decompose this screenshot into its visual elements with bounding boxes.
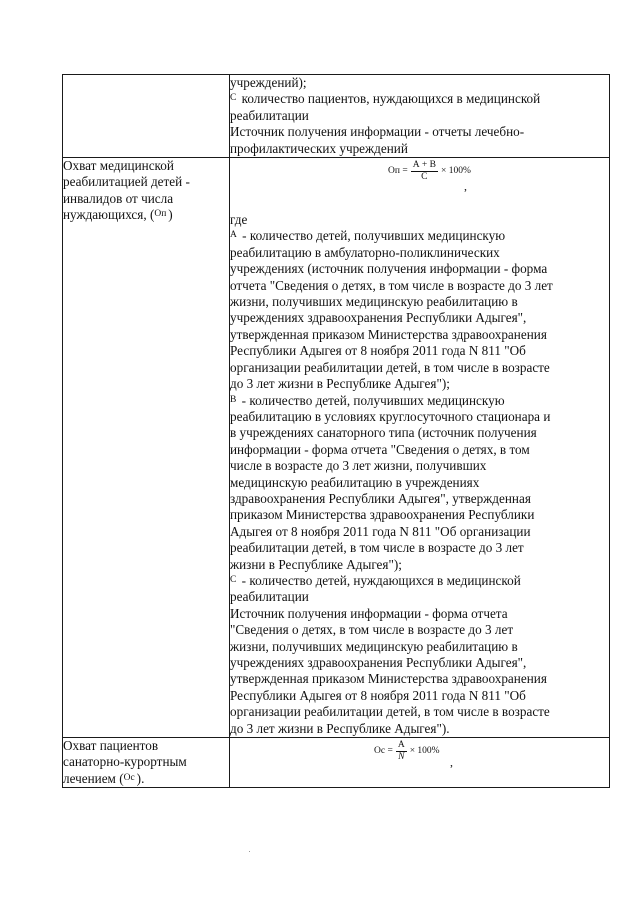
row1-label-cell xyxy=(63,75,230,158)
variable-c: С xyxy=(230,574,237,585)
text-line: реабилитацию в условиях круглосуточного стационара и xyxy=(230,408,551,424)
source-line: жизни, получивших медицинскую реабилитацию в xyxy=(230,638,518,654)
text-line: учреждениях (источник получения информации - форма xyxy=(230,261,548,277)
text-line: Адыгея от 8 ноября 2011 года N 811 "Об организации xyxy=(230,523,531,539)
indicator-label-line: Охват пациентов xyxy=(63,738,159,754)
row3-label-cell xyxy=(63,738,230,788)
variable-a: А xyxy=(230,230,237,241)
text-line: до 3 лет жизни в Республике Адыгея"); xyxy=(230,376,450,392)
text-line: реабилитации xyxy=(230,589,309,605)
indicator-label-close: ) xyxy=(168,207,173,223)
text-line: числе в возрасте до 3 лет жизни, получивших xyxy=(230,458,487,474)
text-line: жизни, получивших медицинскую реабилитацию в xyxy=(230,294,518,310)
text-line: здравоохранения Республики Адыгея", утвержденная xyxy=(230,490,531,506)
text-line: учреждений); xyxy=(230,75,307,90)
text-line: Республики Адыгея от 8 ноября 2011 года N 811 "Об xyxy=(230,343,526,359)
formula-fraction xyxy=(396,740,407,763)
formula-numerator: А xyxy=(397,740,405,751)
source-line: "Сведения о детях, в том числе в возрасте до 3 лет xyxy=(230,622,514,638)
row2-description-cell xyxy=(230,158,610,738)
variable-c: С xyxy=(230,93,237,104)
text-line: в учреждениях санаторного типа (источник получения xyxy=(230,425,537,441)
source-line: учреждениях здравоохранения Республики Адыгея", xyxy=(230,655,527,670)
indicator-label-line: инвалидов от числа xyxy=(63,190,174,206)
variable-b: В xyxy=(230,394,237,405)
where-label: где xyxy=(230,212,248,228)
text-line: реабилитации xyxy=(230,107,309,123)
text-line: - количество детей, нуждающихся в медицинской xyxy=(241,572,521,588)
text-line: утвержденная приказом Министерства здравоохранения xyxy=(230,326,547,342)
scan-speck xyxy=(249,851,250,852)
indicator-label-line: нуждающихся, ( xyxy=(63,207,155,223)
text-line: реабилитацию в амбулаторно-поликлинических xyxy=(230,244,500,260)
indicator-label-line: лечением ( xyxy=(63,770,124,786)
text-line: информации - форма отчета "Сведения о детях, в том xyxy=(230,441,530,457)
indicators-table xyxy=(62,74,610,788)
formula-comma: , xyxy=(464,179,467,194)
indicator-label-line: Охват медицинской xyxy=(63,158,174,174)
row1-description-cell xyxy=(230,75,610,158)
formula-oc xyxy=(230,738,609,774)
text-line: приказом Министерства здравоохранения Республики xyxy=(230,507,535,523)
text-line: - количество детей, получивших медицинскую xyxy=(241,392,505,408)
formula-multiplier: × 100% xyxy=(409,746,440,757)
text-line: Источник получения информации - отчеты лечебно- xyxy=(230,124,525,140)
text-line: медицинскую реабилитацию в учреждениях xyxy=(230,474,480,490)
source-line: Источник получения информации - форма отчета xyxy=(230,605,508,621)
indicator-label-close: ). xyxy=(136,770,145,786)
text-line: профилактических учреждений xyxy=(230,140,408,156)
text-line: - количество детей, получивших медицинскую xyxy=(242,228,506,244)
table-row xyxy=(63,738,610,788)
row2-label-cell xyxy=(63,158,230,738)
indicator-label-line: санаторно-курортным xyxy=(63,754,187,770)
row3-description-cell xyxy=(230,738,610,788)
formula-lhs: Ос = xyxy=(374,746,393,757)
source-line: Республики Адыгея от 8 ноября 2011 года N 811 "Об xyxy=(230,687,526,703)
table-row xyxy=(63,75,610,158)
text-line: отчета "Сведения о детях, в том числе в возрасте до 3 лет xyxy=(230,277,553,293)
indicator-symbol: Ос xyxy=(123,772,135,783)
text-line: реабилитации детей, в том числе в возрасте до 3 лет xyxy=(230,540,524,556)
formula-denominator: С xyxy=(421,172,428,183)
text-line: количество пациентов, нуждающихся в медицинской xyxy=(241,91,541,107)
text-line: организации реабилитации детей, в том числе в возрасте xyxy=(230,359,550,375)
text-line: жизни в Республике Адыгея"); xyxy=(230,556,402,572)
table-row xyxy=(63,158,610,738)
indicator-label-line: реабилитацией детей - xyxy=(63,174,190,190)
formula-comma: , xyxy=(450,755,453,770)
formula-op xyxy=(230,158,609,212)
source-line: до 3 лет жизни в Республике Адыгея"). xyxy=(230,720,450,736)
text-line: учреждениях здравоохранения Республики Адыгея", xyxy=(230,310,527,326)
formula-multiplier: × 100% xyxy=(441,166,471,177)
source-line: утвержденная приказом Министерства здравоохранения xyxy=(230,671,547,687)
formula-fraction xyxy=(411,160,438,183)
source-line: организации реабилитации детей, в том числе в возрасте xyxy=(230,704,550,720)
formula-denominator: N xyxy=(398,752,405,763)
indicator-symbol: Оп xyxy=(154,209,167,220)
formula-numerator: А + В xyxy=(412,160,436,171)
formula-lhs: Оп = xyxy=(388,166,408,177)
